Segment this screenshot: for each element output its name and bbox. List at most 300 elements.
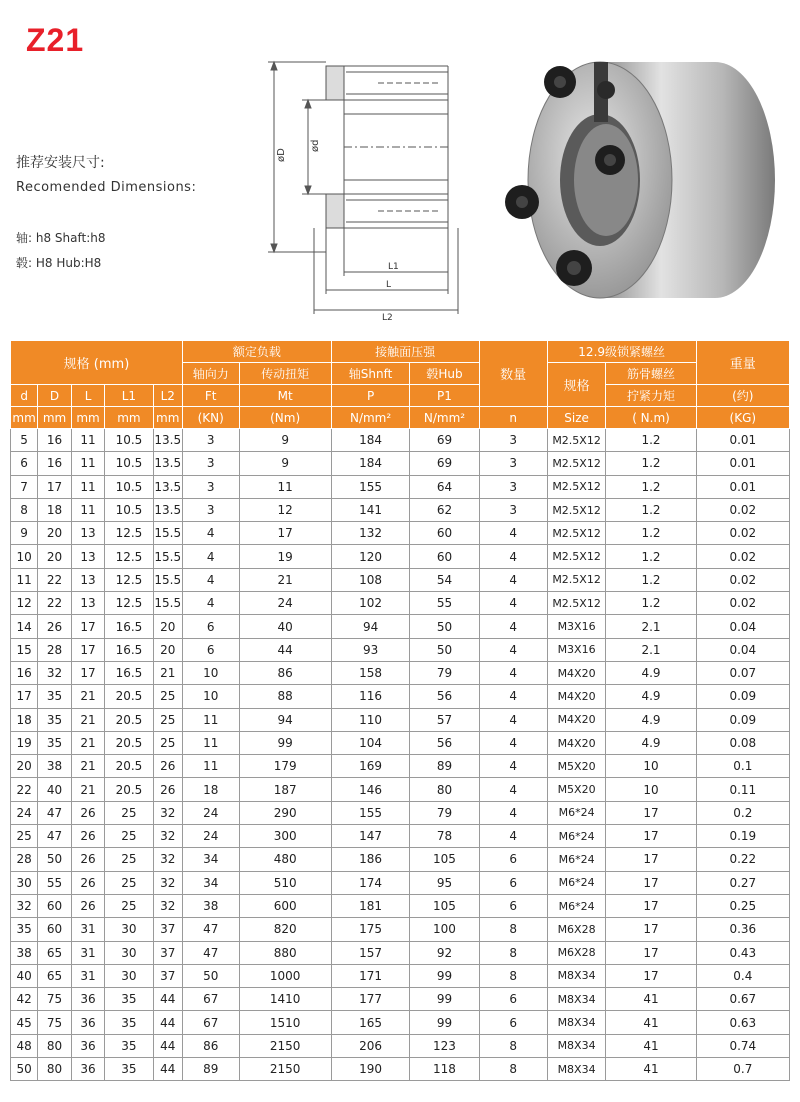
table-row	[11, 475, 790, 498]
table-cell: 3	[479, 452, 547, 475]
table-cell: 89	[410, 755, 479, 778]
table-cell: 32	[153, 871, 182, 894]
table-cell: M8X34	[547, 964, 606, 987]
table-cell: 0.27	[696, 871, 789, 894]
product-title: Z21	[26, 22, 85, 58]
table-cell: 17	[606, 825, 696, 848]
table-cell: M2.5X12	[547, 592, 606, 615]
table-cell: 11	[182, 755, 239, 778]
table-cell: 186	[331, 848, 410, 871]
table-cell: 4	[479, 522, 547, 545]
table-cell: 17	[606, 801, 696, 824]
table-cell: 7	[11, 475, 38, 498]
table-cell: 184	[331, 429, 410, 452]
unit-L2: mm	[153, 407, 182, 429]
spec-table	[10, 340, 790, 1081]
table-cell: 37	[153, 941, 182, 964]
table-cell: 13.5	[153, 452, 182, 475]
table-cell: 80	[38, 1034, 72, 1057]
table-cell: 24	[239, 592, 331, 615]
unit-D: mm	[38, 407, 72, 429]
table-cell: 38	[38, 755, 72, 778]
table-cell: 3	[479, 475, 547, 498]
table-row	[11, 708, 790, 731]
table-cell: 290	[239, 801, 331, 824]
table-cell: 4	[479, 592, 547, 615]
table-cell: 75	[38, 988, 72, 1011]
table-cell: 16.5	[105, 638, 153, 661]
table-cell: 3	[182, 475, 239, 498]
table-cell: 25	[153, 731, 182, 754]
table-cell: 3	[479, 429, 547, 452]
col-Ft: Ft	[182, 385, 239, 407]
header-shaft-pressure: 轴Shnft	[331, 363, 410, 385]
table-cell: 60	[410, 545, 479, 568]
header-spec: 规格 (mm)	[11, 341, 183, 385]
table-cell: 11	[71, 429, 105, 452]
table-row	[11, 452, 790, 475]
table-cell: 24	[182, 801, 239, 824]
table-cell: M6*24	[547, 871, 606, 894]
unit-n: n	[479, 407, 547, 429]
table-cell: 15.5	[153, 522, 182, 545]
table-cell: 50	[182, 964, 239, 987]
table-cell: 10	[182, 661, 239, 684]
table-cell: 80	[38, 1058, 72, 1081]
table-cell: 15.5	[153, 545, 182, 568]
shaft-tolerance: 轴: h8 Shaft:h8	[16, 231, 106, 245]
table-cell: 8	[479, 1034, 547, 1057]
table-cell: M6*24	[547, 825, 606, 848]
table-cell: 104	[331, 731, 410, 754]
table-cell: 34	[182, 848, 239, 871]
table-cell: 62	[410, 498, 479, 521]
table-row	[11, 615, 790, 638]
table-cell: 50	[410, 638, 479, 661]
table-cell: 0.67	[696, 988, 789, 1011]
table-cell: 300	[239, 825, 331, 848]
table-cell: 6	[479, 1011, 547, 1034]
table-cell: 4	[479, 615, 547, 638]
table-cell: 54	[410, 568, 479, 591]
table-cell: 4	[479, 755, 547, 778]
table-cell: 141	[331, 498, 410, 521]
header-weight: 重量	[696, 341, 789, 385]
recommend-label-cn: 推荐安装尺寸:	[16, 155, 105, 171]
table-cell: 13	[71, 522, 105, 545]
table-row	[11, 638, 790, 661]
table-cell: 21	[71, 755, 105, 778]
table-cell: 19	[239, 545, 331, 568]
table-cell: 47	[182, 941, 239, 964]
table-cell: 8	[479, 964, 547, 987]
table-cell: 480	[239, 848, 331, 871]
table-cell: 0.04	[696, 615, 789, 638]
table-cell: 25	[153, 685, 182, 708]
spec-table-body	[11, 429, 790, 1081]
table-cell: 89	[182, 1058, 239, 1081]
table-row	[11, 685, 790, 708]
table-cell: M8X34	[547, 1058, 606, 1081]
table-cell: M2.5X12	[547, 522, 606, 545]
table-cell: 12.5	[105, 568, 153, 591]
table-cell: 4	[479, 661, 547, 684]
table-cell: 99	[410, 988, 479, 1011]
table-cell: 32	[153, 825, 182, 848]
table-cell: 37	[153, 964, 182, 987]
table-cell: 30	[105, 918, 153, 941]
table-row	[11, 1058, 790, 1081]
table-cell: 2150	[239, 1034, 331, 1057]
table-cell: 16.5	[105, 661, 153, 684]
table-cell: 47	[182, 918, 239, 941]
table-cell: M2.5X12	[547, 429, 606, 452]
table-cell: 20.5	[105, 755, 153, 778]
header-tighten-torque-1: 筋骨螺丝	[606, 363, 696, 385]
table-cell: 187	[239, 778, 331, 801]
table-cell: 11	[71, 475, 105, 498]
product-photo	[490, 42, 780, 312]
table-cell: 3	[182, 429, 239, 452]
table-cell: 1.2	[606, 452, 696, 475]
table-cell: 45	[11, 1011, 38, 1034]
table-cell: 165	[331, 1011, 410, 1034]
table-cell: 17	[606, 894, 696, 917]
table-cell: 0.74	[696, 1034, 789, 1057]
unit-size: Size	[547, 407, 606, 429]
table-row	[11, 522, 790, 545]
table-cell: 0.36	[696, 918, 789, 941]
table-cell: 25	[105, 871, 153, 894]
table-cell: 1510	[239, 1011, 331, 1034]
table-cell: 94	[239, 708, 331, 731]
table-cell: 11	[182, 708, 239, 731]
table-cell: 12.5	[105, 545, 153, 568]
table-cell: 8	[479, 918, 547, 941]
table-cell: 32	[153, 894, 182, 917]
table-cell: 157	[331, 941, 410, 964]
table-cell: 50	[11, 1058, 38, 1081]
table-cell: 55	[410, 592, 479, 615]
table-row	[11, 894, 790, 917]
header-contact-pressure: 接触面压强	[331, 341, 479, 363]
table-cell: 100	[410, 918, 479, 941]
table-cell: 35	[38, 731, 72, 754]
table-cell: 79	[410, 801, 479, 824]
table-row	[11, 755, 790, 778]
col-L2: L2	[153, 385, 182, 407]
table-cell: 44	[153, 1011, 182, 1034]
table-row	[11, 661, 790, 684]
table-cell: 31	[71, 964, 105, 987]
dim-L2: L2	[382, 313, 393, 322]
col-P1: P1	[410, 385, 479, 407]
table-row	[11, 871, 790, 894]
table-cell: 4	[479, 568, 547, 591]
table-cell: 147	[331, 825, 410, 848]
table-cell: 12.5	[105, 592, 153, 615]
table-cell: 6	[182, 615, 239, 638]
table-cell: 177	[331, 988, 410, 1011]
table-cell: 8	[479, 941, 547, 964]
table-cell: 1.2	[606, 429, 696, 452]
table-cell: 42	[11, 988, 38, 1011]
table-cell: 18	[38, 498, 72, 521]
table-cell: 86	[239, 661, 331, 684]
table-cell: 171	[331, 964, 410, 987]
table-cell: 1.2	[606, 592, 696, 615]
table-cell: 108	[331, 568, 410, 591]
table-cell: 32	[11, 894, 38, 917]
table-cell: 17	[71, 638, 105, 661]
table-cell: 6	[479, 894, 547, 917]
table-cell: 25	[105, 848, 153, 871]
table-cell: 95	[410, 871, 479, 894]
table-cell: 32	[153, 801, 182, 824]
table-cell: 0.25	[696, 894, 789, 917]
table-cell: 60	[410, 522, 479, 545]
table-cell: 16.5	[105, 615, 153, 638]
table-cell: 50	[410, 615, 479, 638]
table-cell: 93	[331, 638, 410, 661]
table-cell: 60	[38, 894, 72, 917]
table-cell: 105	[410, 848, 479, 871]
table-cell: 8	[479, 1058, 547, 1081]
table-cell: 146	[331, 778, 410, 801]
table-cell: 4	[182, 568, 239, 591]
table-cell: 35	[11, 918, 38, 941]
table-cell: 28	[11, 848, 38, 871]
table-cell: 11	[71, 498, 105, 521]
table-cell: 155	[331, 801, 410, 824]
table-cell: 16	[38, 429, 72, 452]
table-cell: 35	[105, 1034, 153, 1057]
table-cell: 25	[105, 801, 153, 824]
table-cell: 1.2	[606, 475, 696, 498]
table-cell: 4	[182, 592, 239, 615]
table-cell: 0.11	[696, 778, 789, 801]
table-cell: 175	[331, 918, 410, 941]
table-cell: 44	[153, 988, 182, 1011]
table-cell: 10	[182, 685, 239, 708]
table-cell: 30	[105, 941, 153, 964]
table-cell: M6*24	[547, 801, 606, 824]
table-cell: 35	[105, 1058, 153, 1081]
table-cell: 0.01	[696, 475, 789, 498]
table-cell: 21	[239, 568, 331, 591]
table-cell: 64	[410, 475, 479, 498]
table-cell: 41	[606, 1011, 696, 1034]
col-D: D	[38, 385, 72, 407]
col-Mt: Mt	[239, 385, 331, 407]
table-cell: 10.5	[105, 498, 153, 521]
table-cell: 0.07	[696, 661, 789, 684]
table-cell: 6	[182, 638, 239, 661]
table-cell: 17	[11, 685, 38, 708]
header-hub-pressure: 毂Hub	[410, 363, 479, 385]
table-cell: 2150	[239, 1058, 331, 1081]
table-cell: 65	[38, 941, 72, 964]
table-cell: 9	[239, 452, 331, 475]
table-cell: 65	[38, 964, 72, 987]
table-cell: 35	[38, 708, 72, 731]
table-cell: 11	[11, 568, 38, 591]
table-cell: 102	[331, 592, 410, 615]
col-P: P	[331, 385, 410, 407]
table-cell: 44	[239, 638, 331, 661]
table-cell: 32	[153, 848, 182, 871]
table-row	[11, 988, 790, 1011]
table-cell: 34	[182, 871, 239, 894]
table-cell: 0.02	[696, 592, 789, 615]
table-cell: 69	[410, 429, 479, 452]
unit-d: mm	[11, 407, 38, 429]
unit-L: mm	[71, 407, 105, 429]
table-cell: 0.63	[696, 1011, 789, 1034]
table-cell: M6X28	[547, 918, 606, 941]
table-cell: 17	[606, 964, 696, 987]
table-cell: M8X34	[547, 1011, 606, 1034]
table-cell: 0.02	[696, 498, 789, 521]
table-cell: 6	[479, 848, 547, 871]
table-cell: 880	[239, 941, 331, 964]
table-cell: 17	[239, 522, 331, 545]
table-cell: 60	[38, 918, 72, 941]
table-cell: 69	[410, 452, 479, 475]
table-cell: 0.04	[696, 638, 789, 661]
table-cell: 22	[11, 778, 38, 801]
table-cell: 1410	[239, 988, 331, 1011]
table-cell: 4	[479, 708, 547, 731]
table-cell: 75	[38, 1011, 72, 1034]
header-axial-force: 轴向力	[182, 363, 239, 385]
table-cell: 1000	[239, 964, 331, 987]
table-cell: 0.43	[696, 941, 789, 964]
header-rated-load: 额定负载	[182, 341, 331, 363]
table-cell: 18	[182, 778, 239, 801]
table-cell: 6	[11, 452, 38, 475]
table-cell: 47	[38, 801, 72, 824]
table-cell: 4	[182, 522, 239, 545]
table-cell: 190	[331, 1058, 410, 1081]
table-cell: 31	[71, 918, 105, 941]
table-cell: 20.5	[105, 708, 153, 731]
unit-L1: mm	[105, 407, 153, 429]
table-cell: 99	[239, 731, 331, 754]
table-cell: 174	[331, 871, 410, 894]
table-cell: 17	[606, 918, 696, 941]
table-cell: 21	[71, 731, 105, 754]
table-cell: 31	[71, 941, 105, 964]
table-cell: M2.5X12	[547, 475, 606, 498]
table-cell: 4.9	[606, 661, 696, 684]
unit-P1: N/mm²	[410, 407, 479, 429]
table-cell: 26	[71, 871, 105, 894]
recommend-label-en: Recomended Dimensions:	[16, 180, 197, 195]
table-cell: 4	[479, 731, 547, 754]
table-cell: 99	[410, 964, 479, 987]
table-cell: 184	[331, 452, 410, 475]
table-cell: 26	[153, 778, 182, 801]
col-L1: L1	[105, 385, 153, 407]
table-cell: 2.1	[606, 638, 696, 661]
dim-L1: L1	[388, 262, 399, 272]
table-cell: 10.5	[105, 452, 153, 475]
table-cell: 0.2	[696, 801, 789, 824]
table-cell: M8X34	[547, 988, 606, 1011]
table-cell: 0.02	[696, 522, 789, 545]
table-cell: 0.1	[696, 755, 789, 778]
table-cell: 37	[153, 918, 182, 941]
table-row	[11, 545, 790, 568]
table-cell: M4X20	[547, 685, 606, 708]
table-cell: 179	[239, 755, 331, 778]
table-cell: 13	[71, 568, 105, 591]
table-cell: 0.09	[696, 708, 789, 731]
table-cell: 16	[11, 661, 38, 684]
table-cell: 11	[71, 452, 105, 475]
table-cell: 206	[331, 1034, 410, 1057]
table-cell: M3X16	[547, 615, 606, 638]
table-cell: 8	[11, 498, 38, 521]
table-cell: 15	[11, 638, 38, 661]
table-cell: M6X28	[547, 941, 606, 964]
table-row	[11, 568, 790, 591]
table-cell: 116	[331, 685, 410, 708]
dim-D: øD	[276, 148, 287, 162]
table-cell: 86	[182, 1034, 239, 1057]
table-cell: 21	[153, 661, 182, 684]
table-cell: 9	[11, 522, 38, 545]
table-cell: 94	[331, 615, 410, 638]
table-cell: M2.5X12	[547, 545, 606, 568]
table-cell: 56	[410, 731, 479, 754]
table-cell: 0.4	[696, 964, 789, 987]
table-cell: 3	[479, 498, 547, 521]
table-cell: 35	[105, 988, 153, 1011]
table-cell: 22	[38, 568, 72, 591]
table-cell: M5X20	[547, 778, 606, 801]
table-cell: 99	[410, 1011, 479, 1034]
unit-weight: (KG)	[696, 407, 789, 429]
table-cell: 35	[38, 685, 72, 708]
table-cell: 4.9	[606, 708, 696, 731]
table-cell: 1.2	[606, 545, 696, 568]
table-row	[11, 801, 790, 824]
table-cell: 41	[606, 988, 696, 1011]
table-cell: M2.5X12	[547, 568, 606, 591]
table-cell: 4	[479, 801, 547, 824]
table-cell: 26	[38, 615, 72, 638]
table-cell: 5	[11, 429, 38, 452]
table-cell: 0.01	[696, 429, 789, 452]
table-cell: 40	[239, 615, 331, 638]
table-cell: 40	[38, 778, 72, 801]
table-cell: 155	[331, 475, 410, 498]
table-cell: 20	[38, 522, 72, 545]
table-cell: 26	[71, 801, 105, 824]
table-cell: 26	[71, 825, 105, 848]
table-cell: 25	[105, 825, 153, 848]
table-cell: 44	[153, 1034, 182, 1057]
table-cell: 41	[606, 1058, 696, 1081]
table-cell: M3X16	[547, 638, 606, 661]
header-screw-spec: 规格	[547, 363, 606, 407]
table-cell: 3	[182, 498, 239, 521]
table-row	[11, 592, 790, 615]
table-cell: 80	[410, 778, 479, 801]
table-cell: 169	[331, 755, 410, 778]
